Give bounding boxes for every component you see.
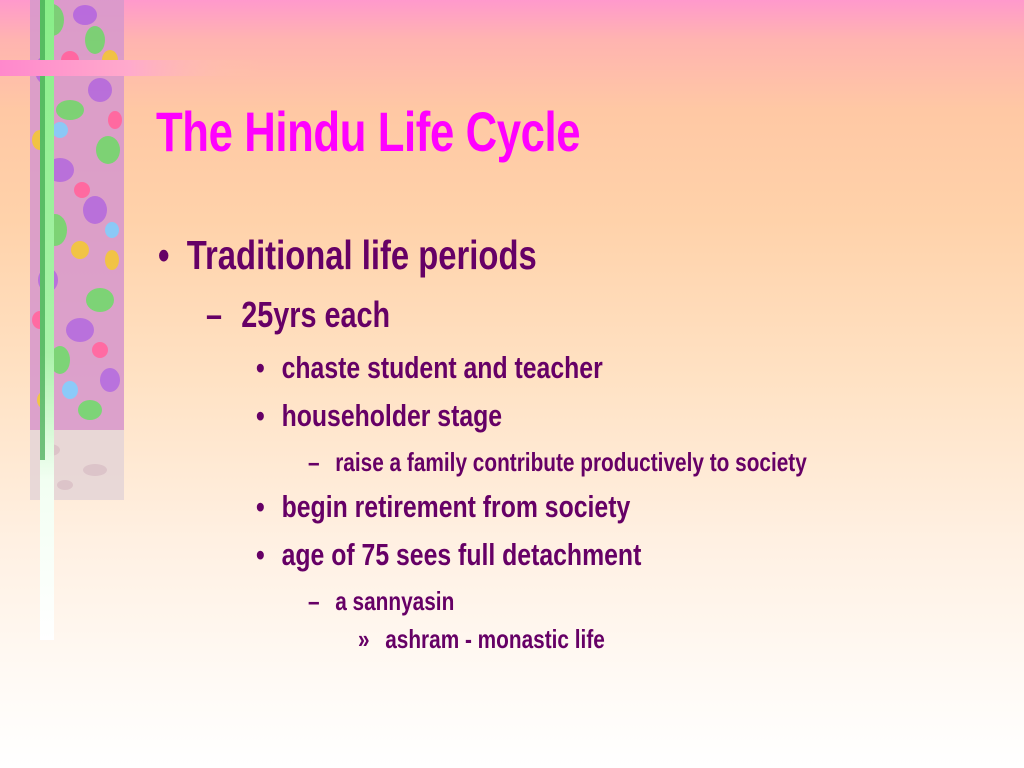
bullet-item — [308, 586, 454, 617]
slide-title: The Hindu Life Cycle — [156, 100, 581, 163]
bullet-item — [256, 489, 630, 525]
bullet-item — [256, 537, 641, 573]
bullet-marker: • — [256, 489, 265, 524]
bullet-text: raise a family contribute productively to society — [335, 447, 807, 477]
bullet-item — [358, 624, 605, 655]
bullet-marker: • — [256, 398, 265, 433]
bullet-marker: • — [158, 232, 170, 278]
bullet-item — [256, 350, 603, 386]
bullet-marker: – — [308, 447, 320, 477]
bullet-text: 25yrs each — [241, 294, 391, 335]
bullet-text: Traditional life periods — [186, 232, 537, 278]
bullet-text: householder stage — [281, 398, 503, 433]
bullet-text: a sannyasin — [335, 586, 455, 616]
bullet-marker: – — [308, 586, 320, 616]
bullet-text: age of 75 sees full detachment — [281, 537, 642, 572]
bullet-text: begin retirement from society — [281, 489, 631, 524]
bullet-text: chaste student and teacher — [281, 350, 603, 385]
bullet-item — [308, 447, 807, 478]
bullet-item — [206, 294, 390, 336]
bullet-item — [256, 398, 502, 434]
bullet-marker: • — [256, 537, 265, 572]
bullet-item — [158, 232, 537, 279]
bullet-marker: » — [358, 624, 370, 654]
bullet-marker: – — [206, 294, 223, 335]
bullet-text: ashram - monastic life — [385, 624, 605, 654]
bullet-marker: • — [256, 350, 265, 385]
